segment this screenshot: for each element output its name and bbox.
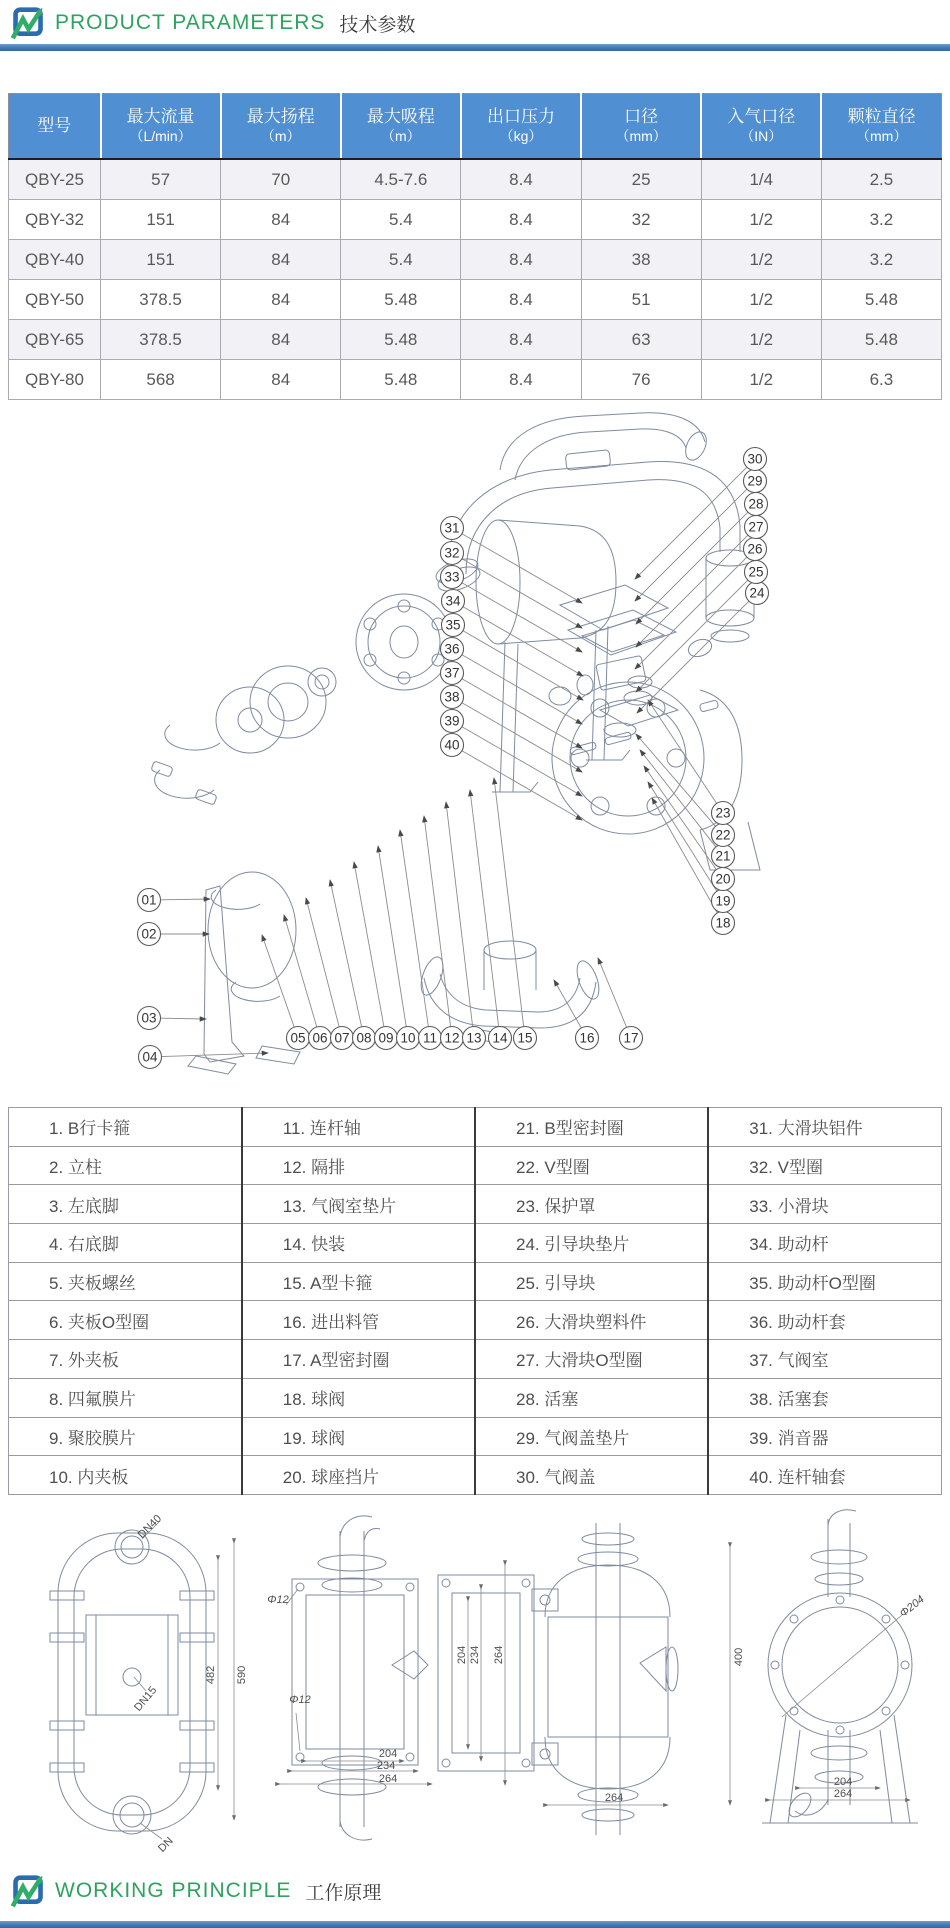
spec-cell: 1/2 — [701, 320, 821, 360]
callout-leader-13 — [446, 802, 473, 1027]
part-item-9: 9. 聚胶膜片 — [9, 1417, 242, 1456]
callout-leader-08 — [330, 880, 362, 1027]
callout-leader-24 — [637, 601, 749, 713]
svg-text:24: 24 — [749, 585, 765, 601]
callout-leader-09 — [354, 862, 384, 1027]
svg-text:20: 20 — [715, 871, 731, 887]
callout-bubble-26 — [744, 538, 767, 561]
svg-text:36: 36 — [444, 641, 460, 657]
callout-bubble-06 — [309, 1027, 332, 1050]
section-title-zh: 工作原理 — [305, 1882, 382, 1904]
spec-cell: 1/2 — [701, 240, 821, 280]
dim-label-dn40: DN40 — [135, 1512, 165, 1542]
part-item-22: 22. V型圈 — [475, 1146, 708, 1185]
callout-bubble-03 — [138, 1007, 161, 1030]
svg-text:05: 05 — [290, 1030, 306, 1046]
spec-cell: 5.48 — [821, 320, 941, 360]
parts-row — [9, 1185, 942, 1224]
svg-text:12: 12 — [444, 1030, 460, 1046]
dim-label-c264: 264 — [604, 1792, 624, 1804]
callout-bubble-32 — [441, 542, 464, 565]
spec-cell: 8.4 — [461, 240, 581, 280]
dim-label-v204: 204 — [456, 1645, 468, 1665]
dimension-drawings — [0, 1505, 950, 1861]
callout-leader-28 — [636, 512, 748, 624]
callout-bubble-10 — [397, 1027, 420, 1050]
svg-text:29: 29 — [747, 473, 763, 489]
svg-text:16: 16 — [579, 1030, 595, 1046]
part-item-4: 4. 右底脚 — [9, 1224, 242, 1263]
svg-text:01: 01 — [141, 892, 157, 908]
svg-text:08: 08 — [356, 1030, 372, 1046]
callout-bubble-11 — [419, 1027, 442, 1050]
svg-text:28: 28 — [748, 496, 764, 512]
part-item-20: 20. 球座挡片 — [242, 1456, 475, 1495]
part-item-3: 3. 左底脚 — [9, 1185, 242, 1224]
spec-cell: QBY-40 — [9, 240, 101, 280]
spec-cell: 8.4 — [461, 360, 581, 400]
spec-cell: 378.5 — [101, 320, 221, 360]
callout-bubble-15 — [514, 1027, 537, 1050]
part-item-35: 35. 助动杆O型圈 — [708, 1262, 941, 1301]
spec-cell: 6.3 — [821, 360, 941, 400]
callout-bubble-33 — [441, 566, 464, 589]
part-item-16: 16. 进出料管 — [242, 1301, 475, 1340]
callout-leader-18 — [652, 798, 717, 913]
part-item-15: 15. A型卡箍 — [242, 1262, 475, 1301]
svg-text:04: 04 — [142, 1049, 158, 1065]
spec-cell: 2.5 — [821, 159, 941, 200]
spec-cell: 5.4 — [341, 200, 461, 240]
spec-row-QBY-50 — [9, 280, 942, 320]
spec-cell: 1/2 — [701, 280, 821, 320]
part-item-2: 2. 立柱 — [9, 1146, 242, 1185]
parts-row — [9, 1340, 942, 1379]
spec-column-header: 型号 — [9, 94, 101, 160]
callout-leader-14 — [470, 790, 499, 1027]
callout-bubble-12 — [441, 1027, 464, 1050]
callout-bubble-22 — [712, 824, 735, 847]
section-title-zh: 技术参数 — [339, 14, 416, 36]
section-title-en: PRODUCT PARAMETERS — [55, 11, 326, 34]
part-item-39: 39. 消音器 — [708, 1417, 941, 1456]
callout-bubble-16 — [576, 1027, 599, 1050]
dim-label-234: 234 — [376, 1760, 396, 1772]
callout-bubble-36 — [441, 638, 464, 661]
callout-bubble-34 — [442, 590, 465, 613]
part-item-33: 33. 小滑块 — [708, 1185, 941, 1224]
spec-cell: 1/4 — [701, 159, 821, 200]
callout-bubble-02 — [138, 923, 161, 946]
svg-text:34: 34 — [445, 593, 461, 609]
spec-cell: 84 — [221, 360, 341, 400]
spec-cell: 8.4 — [461, 159, 581, 200]
svg-text:06: 06 — [312, 1030, 328, 1046]
spec-cell: 151 — [101, 200, 221, 240]
part-item-13: 13. 气阀室垫片 — [242, 1185, 475, 1224]
spec-cell: 8.4 — [461, 280, 581, 320]
callout-bubble-05 — [287, 1027, 310, 1050]
exploded-diagram — [0, 330, 950, 1105]
callout-bubble-07 — [331, 1027, 354, 1050]
spec-cell: QBY-25 — [9, 159, 101, 200]
spec-column-header: 出口压力 （kg） — [461, 94, 581, 160]
part-item-23: 23. 保护罩 — [475, 1185, 708, 1224]
svg-text:27: 27 — [748, 519, 764, 535]
svg-text:10: 10 — [400, 1030, 416, 1046]
callout-leader-05 — [262, 935, 294, 1027]
callout-bubble-29 — [744, 470, 767, 493]
spec-table-head — [9, 94, 942, 160]
svg-text:22: 22 — [715, 827, 731, 843]
spec-row-QBY-40 — [9, 240, 942, 280]
dim-label-264: 264 — [378, 1773, 398, 1785]
callout-leader-10 — [378, 846, 406, 1027]
svg-text:35: 35 — [445, 617, 461, 633]
spec-cell: 84 — [221, 320, 341, 360]
spec-cell: 84 — [221, 280, 341, 320]
dim-label-400: 400 — [733, 1647, 745, 1667]
part-item-8: 8. 四氟膜片 — [9, 1378, 242, 1417]
dim-label-590: 590 — [236, 1665, 248, 1685]
callout-bubble-23 — [712, 802, 735, 825]
svg-text:11: 11 — [422, 1030, 438, 1046]
dim-label-d264: 264 — [833, 1788, 853, 1800]
spec-column-header: 最大扬程 （m） — [221, 94, 341, 160]
callout-leader-06 — [284, 915, 317, 1027]
spec-cell: 3.2 — [821, 240, 941, 280]
svg-text:38: 38 — [444, 689, 460, 705]
svg-text:07: 07 — [334, 1030, 350, 1046]
svg-text:17: 17 — [623, 1030, 639, 1046]
spec-cell: 84 — [221, 240, 341, 280]
dim-label-phi12-bottom: Φ12 — [289, 1694, 311, 1706]
drawing-side-view — [292, 1516, 428, 1840]
part-item-37: 37. 气阀室 — [708, 1340, 941, 1379]
parts-row — [9, 1417, 942, 1456]
spec-cell: 25 — [581, 159, 701, 200]
callout-layer — [138, 448, 769, 1069]
part-item-19: 19. 球阀 — [242, 1417, 475, 1456]
svg-text:14: 14 — [492, 1030, 508, 1046]
part-item-11: 11. 连杆轴 — [242, 1108, 475, 1147]
spec-column-header: 最大吸程 （m） — [341, 94, 461, 160]
callout-bubble-31 — [441, 517, 464, 540]
callout-leader-04 — [161, 1053, 268, 1057]
parts-row — [9, 1146, 942, 1185]
dim-label-dn: DN — [156, 1835, 176, 1855]
spec-cell: 1/2 — [701, 360, 821, 400]
callout-leader-19 — [648, 782, 717, 891]
callout-leader-20 — [644, 766, 716, 870]
callout-leader-11 — [400, 830, 428, 1027]
spec-column-header: 最大流量 （L/min） — [101, 94, 221, 160]
section-title-en: WORKING PRINCIPLE — [55, 1879, 292, 1902]
spec-cell: QBY-65 — [9, 320, 101, 360]
callout-bubble-25 — [745, 561, 768, 584]
part-item-10: 10. 内夹板 — [9, 1456, 242, 1495]
svg-text:15: 15 — [517, 1030, 533, 1046]
part-item-32: 32. V型圈 — [708, 1146, 941, 1185]
spec-cell: 4.5-7.6 — [341, 159, 461, 200]
part-item-27: 27. 大滑块O型圈 — [475, 1340, 708, 1379]
svg-text:19: 19 — [715, 893, 731, 909]
part-item-40: 40. 连杆轴套 — [708, 1456, 941, 1495]
callout-bubble-01 — [138, 889, 161, 912]
callout-leader-01 — [160, 899, 210, 900]
part-item-34: 34. 助动杆 — [708, 1224, 941, 1263]
spec-cell: 5.48 — [821, 280, 941, 320]
svg-text:02: 02 — [141, 926, 157, 942]
callout-bubble-13 — [463, 1027, 486, 1050]
parts-row — [9, 1378, 942, 1417]
spec-cell: 70 — [221, 159, 341, 200]
spec-cell: 32 — [581, 200, 701, 240]
part-item-26: 26. 大滑块塑料件 — [475, 1301, 708, 1340]
spec-column-header: 口径 （mm） — [581, 94, 701, 160]
callout-leader-29 — [635, 489, 747, 601]
part-item-12: 12. 隔排 — [242, 1146, 475, 1185]
callout-bubble-37 — [441, 662, 464, 685]
callout-bubble-40 — [441, 734, 464, 757]
svg-text:23: 23 — [715, 805, 731, 821]
parts-row — [9, 1456, 942, 1495]
spec-cell: 378.5 — [101, 280, 221, 320]
callout-bubble-39 — [441, 710, 464, 733]
spec-cell: 1/2 — [701, 200, 821, 240]
callout-bubble-28 — [745, 493, 768, 516]
callout-leader-31 — [462, 534, 582, 603]
parts-row — [9, 1224, 942, 1263]
dim-label-phi204: Φ204 — [897, 1593, 927, 1620]
drawing-front-view — [50, 1530, 214, 1834]
svg-text:32: 32 — [444, 545, 460, 561]
svg-text:03: 03 — [141, 1010, 157, 1026]
callout-leader-25 — [636, 580, 748, 692]
callout-bubble-18 — [712, 912, 735, 935]
dim-label-482: 482 — [205, 1665, 217, 1685]
spec-cell: 5.48 — [341, 280, 461, 320]
part-item-17: 17. A型密封圈 — [242, 1340, 475, 1379]
part-item-38: 38. 活塞套 — [708, 1378, 941, 1417]
spec-cell: 5.48 — [341, 360, 461, 400]
spec-cell: 8.4 — [461, 200, 581, 240]
spec-cell: 76 — [581, 360, 701, 400]
spec-cell: QBY-80 — [9, 360, 101, 400]
parts-row — [9, 1301, 942, 1340]
spec-row-QBY-32 — [9, 200, 942, 240]
callout-leader-15 — [494, 778, 524, 1027]
callout-bubble-19 — [712, 890, 735, 913]
spec-cell: 57 — [101, 159, 221, 200]
spec-cell: 568 — [101, 360, 221, 400]
spec-column-header: 颗粒直径 （mm） — [821, 94, 941, 160]
part-item-18: 18. 球阀 — [242, 1378, 475, 1417]
spec-cell: 5.48 — [341, 320, 461, 360]
dim-label-v234: 234 — [469, 1645, 481, 1665]
drawing-plate-dims — [456, 1547, 745, 1805]
callout-bubble-21 — [712, 845, 735, 868]
callout-bubble-04 — [139, 1046, 162, 1069]
working-principle-header — [0, 1868, 950, 1914]
callout-bubble-30 — [744, 448, 767, 471]
dim-label-v264: 264 — [493, 1645, 505, 1665]
part-item-21: 21. B型密封圈 — [475, 1108, 708, 1147]
spec-cell: 84 — [221, 200, 341, 240]
dim-label-dn15: DN15 — [132, 1684, 160, 1714]
spec-cell: 5.4 — [341, 240, 461, 280]
dim-label-phi12-top: Φ12 — [267, 1594, 289, 1606]
callout-bubble-38 — [441, 686, 464, 709]
drawing-end-dims — [770, 1593, 927, 1800]
callout-leader-30 — [635, 467, 747, 579]
spec-cell: 38 — [581, 240, 701, 280]
svg-text:39: 39 — [444, 713, 460, 729]
callout-bubble-17 — [620, 1027, 643, 1050]
header-divider-bar — [0, 44, 950, 51]
parts-row — [9, 1108, 942, 1147]
svg-text:25: 25 — [748, 564, 764, 580]
footer-divider-bar — [0, 1921, 950, 1928]
svg-text:33: 33 — [444, 569, 460, 585]
part-item-25: 25. 引导块 — [475, 1262, 708, 1301]
spec-cell: QBY-50 — [9, 280, 101, 320]
svg-text:21: 21 — [715, 848, 731, 864]
part-item-14: 14. 快装 — [242, 1224, 475, 1263]
spec-cell: 3.2 — [821, 200, 941, 240]
spec-cell: 8.4 — [461, 320, 581, 360]
callout-bubble-24 — [746, 582, 769, 605]
drawing-plate-view — [438, 1523, 678, 1835]
svg-text:26: 26 — [747, 541, 763, 557]
callout-bubble-09 — [375, 1027, 398, 1050]
part-item-1: 1. B行卡箍 — [9, 1108, 242, 1147]
svg-text:37: 37 — [444, 665, 460, 681]
svg-text:31: 31 — [444, 520, 460, 536]
callout-bubble-20 — [712, 868, 735, 891]
product-parameters-header — [0, 0, 950, 46]
brand-logo-icon — [10, 1873, 47, 1910]
svg-text:13: 13 — [466, 1030, 482, 1046]
part-item-6: 6. 夹板O型圈 — [9, 1301, 242, 1340]
parts-list-table — [8, 1107, 942, 1495]
callout-leader-17 — [598, 958, 627, 1027]
dim-label-204: 204 — [378, 1748, 398, 1760]
callout-bubble-27 — [745, 516, 768, 539]
callout-bubble-14 — [489, 1027, 512, 1050]
spec-cell: QBY-32 — [9, 200, 101, 240]
callout-bubble-35 — [442, 614, 465, 637]
part-item-36: 36. 助动杆套 — [708, 1301, 941, 1340]
part-item-29: 29. 气阀盖垫片 — [475, 1417, 708, 1456]
svg-text:18: 18 — [715, 915, 731, 931]
part-item-30: 30. 气阀盖 — [475, 1456, 708, 1495]
part-item-31: 31. 大滑块铝件 — [708, 1108, 941, 1147]
part-item-5: 5. 夹板螺丝 — [9, 1262, 242, 1301]
callout-leader-03 — [160, 1018, 206, 1019]
spec-cell: 51 — [581, 280, 701, 320]
callout-bubble-08 — [353, 1027, 376, 1050]
dim-label-d204: 204 — [833, 1776, 853, 1788]
svg-text:30: 30 — [747, 451, 763, 467]
parts-row — [9, 1262, 942, 1301]
spec-cell: 63 — [581, 320, 701, 360]
part-item-24: 24. 引导块垫片 — [475, 1224, 708, 1263]
spec-cell: 151 — [101, 240, 221, 280]
spec-column-header: 入气口径 （IN） — [701, 94, 821, 160]
brand-logo-icon — [10, 5, 47, 42]
part-item-28: 28. 活塞 — [475, 1378, 708, 1417]
svg-text:09: 09 — [378, 1030, 394, 1046]
part-item-7: 7. 外夹板 — [9, 1340, 242, 1379]
spec-row-QBY-25 — [9, 159, 942, 200]
svg-text:40: 40 — [444, 737, 460, 753]
